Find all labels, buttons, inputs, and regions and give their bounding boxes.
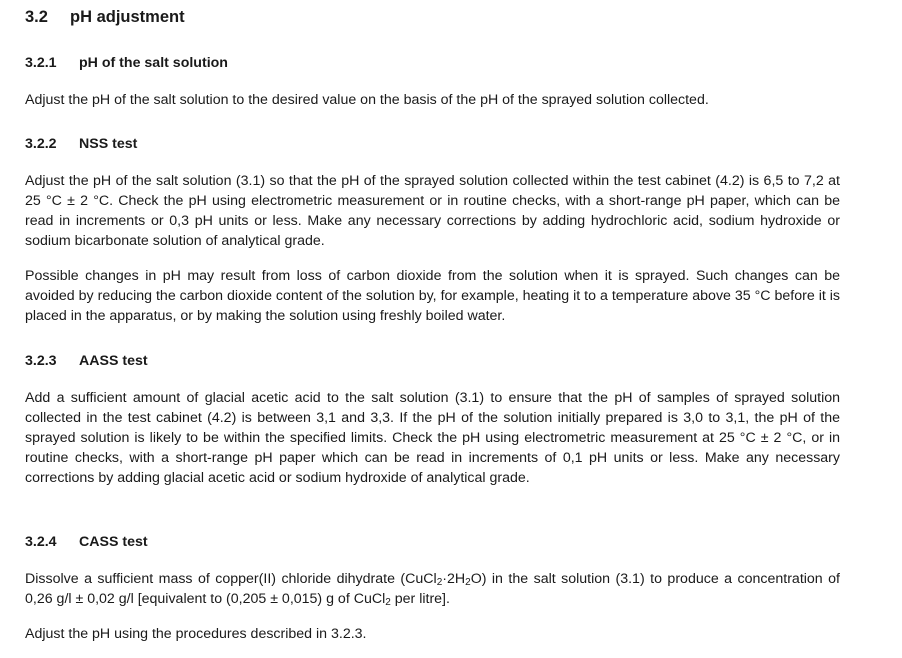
- subsection-number: 3.2.4: [25, 534, 57, 550]
- paragraph-3-2-4-b: Adjust the pH using the procedures described in 3.2.3.: [25, 626, 367, 642]
- subscript: 2: [436, 577, 443, 588]
- subscript: 2: [385, 597, 391, 608]
- section-heading: [25, 7, 185, 27]
- paragraph-3-2-2-b: Possible changes in pH may result from loss of carbon dioxide from the solution when it is sprayed. Such changes can be avoided by reducing the carbon dioxide content of the solution by, for example, heating it to a temperature above 35 °C before it is placed in the apparatus, or by making the solution using freshly boiled water.: [25, 268, 840, 324]
- subsection-heading-3-2-2: [25, 135, 137, 153]
- paragraph-3-2-4-a: [25, 569, 840, 609]
- subsection-heading-3-2-3: [25, 352, 148, 370]
- subsection-heading-3-2-1: [25, 54, 228, 72]
- subsection-number: 3.2.3: [25, 353, 57, 369]
- subsection-number: 3.2.1: [25, 55, 57, 71]
- subsection-title: NSS test: [79, 136, 138, 152]
- paragraph-3-2-2-a: Adjust the pH of the salt solution (3.1) so that the pH of the sprayed solution collected within the test cabinet (4.2) is 6,5 to 7,2 at 25 °C ± 2 °C. Check the pH using electrometric measurement or in routine checks, with a short-range pH paper, which can be read in increments or 0,3 pH units or less. Make any necessary corrections by adding hydrochloric acid, sodium hydroxide or sodium bicarbonate solution of analytical grade.: [25, 173, 840, 249]
- subscript: 2: [465, 577, 471, 588]
- paragraph-3-2-1: Adjust the pH of the salt solution to the desired value on the basis of the pH of the sprayed solution collected.: [25, 92, 709, 108]
- subsection-title: pH of the salt solution: [79, 55, 228, 71]
- text-run: Dissolve a sufficient mass of copper(II) chloride dihydrate (CuCl: [25, 571, 437, 587]
- subsection-heading-3-2-4: [25, 533, 148, 551]
- subsection-title: CASS test: [79, 534, 148, 550]
- section-number: 3.2: [25, 8, 48, 26]
- subsection-title: AASS test: [79, 353, 148, 369]
- subsection-number: 3.2.2: [25, 136, 57, 152]
- text-run: O) in the salt solution (3.1) to produce a concentration of 0,26 g/l ± 0,02 g/l [equivalent to (0,205 ± 0,015) g of CuCl: [25, 571, 840, 607]
- text-run: per litre].: [390, 591, 450, 607]
- paragraph-3-2-3: Add a sufficient amount of glacial acetic acid to the salt solution (3.1) to ensure that the pH of samples of sprayed solution collected in the test cabinet (4.2) is between 3,1 and 3,3. If the pH of the solution initially prepared is 3,0 to 3,1, the pH of the sprayed solution is likely to be within the specified limits. Check the pH using electrometric measurement at 25 °C ± 2 °C, or in routine checks, with a short-range pH paper which can be read in increments of 0,1 pH units or less. Make any necessary corrections by adding glacial acetic acid or sodium hydroxide of analytical grade.: [25, 390, 840, 486]
- text-run: ·2H: [442, 571, 466, 587]
- section-title: pH adjustment: [70, 8, 185, 26]
